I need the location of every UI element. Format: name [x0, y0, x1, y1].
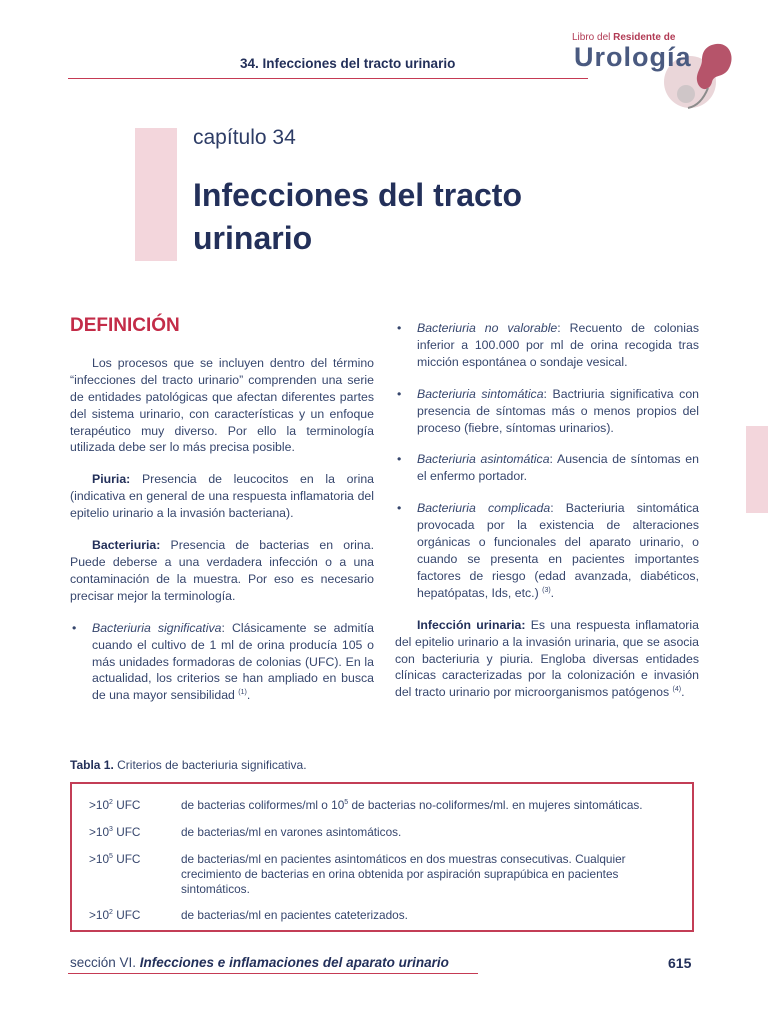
chapter-label: capítulo 34 — [193, 126, 296, 149]
piuria-text: Presencia de leucocitos en la orina (indicativa en general de una respuesta inflamatoria del epitelio urinario a la invasión bacteriana). — [70, 472, 374, 521]
bullet-text: : Bacteriuria sintomática provocada por la existencia de alteraciones orgánicas o funcionales del aparato urinario, o cuando se presenta en pacientes importantes factores de riesgo (edad avanzada, diabéticos, hepatópatas, Ids, etc.) — [417, 501, 699, 600]
footer-rule — [68, 973, 478, 974]
bullet-text: : Clásicamente se admitía cuando el cultivo de 1 ml de orina producía 105 o más unidades formadoras de colonias (UFC). En la actualidad, los criterios se han ampliado en busca de una mayor sensibilidad — [92, 620, 374, 703]
threshold-cell: $>10^2$ UFC — [89, 798, 141, 812]
bullet-no-valorable — [395, 320, 699, 371]
description-cell: de bacterias/ml en pacientes cateterizados. — [181, 908, 408, 922]
logo-title: Urología — [574, 42, 692, 72]
right-column — [395, 320, 699, 701]
bacteriuria-text: Presencia de bacterias en orina. Puede deberse a una verdadera infección o a una contaminación de la muestra. Por eso es necesario precisar mejor la terminología. — [70, 538, 374, 603]
bullet-term: Bacteriuria complicada — [417, 501, 551, 516]
description-cell: de bacterias coliformes/ml o $10^5$ de bacterias no-coliformes/ml. en mujeres sintomáticas. — [181, 798, 643, 812]
infeccion-paragraph: Infección urinaria: Es una respuesta inflamatoria del epitelio urinario a la invasión urinaria, que se asocia con bacteriuria y piuria. Engloba diversas entidades clínicas caracterizadas por la colonización e invasión del tracto urinario por microorganismos patógenos $^{(4)}$. — [395, 617, 699, 700]
bullet-term: Bacteriuria sintomática — [417, 386, 544, 401]
bullet-sintomatica — [395, 386, 699, 437]
chapter-accent-bar — [135, 128, 177, 261]
piuria-paragraph — [70, 471, 374, 522]
infeccion-term: Infección urinaria: — [417, 617, 526, 632]
table-caption-label: Tabla 1. — [70, 758, 114, 772]
section-heading: DEFINICIÓN — [70, 315, 180, 336]
bacteriuria-paragraph — [70, 537, 374, 605]
description-cell: de bacterias/ml en pacientes asintomáticos en dos muestras consecutivas. Cualquier crecimiento de bacterias en orina obtenida por aspiración suprapúbica en pacientes sintomáticos. — [181, 852, 626, 896]
bullet-text: : Recuento de colonias inferior a 100.000 por ml de orina recogida tras micción espontánea o sondaje vesical. — [417, 321, 699, 369]
criteria-table — [70, 782, 694, 932]
bacteriuria-term: Bacteriuria: — [92, 538, 161, 553]
running-title: 34. Infecciones del tracto urinario — [240, 56, 456, 71]
bullet-term: Bacteriuria significativa — [92, 620, 222, 635]
reference-marker: (4) — [672, 686, 682, 694]
table-caption-text: Criterios de bacteriuria significativa. — [113, 758, 307, 772]
footer-section — [70, 955, 449, 970]
bullet-text: : Bactriuria significativa con presencia de síntomas más o menos propios del proceso (fiebre, síntomas urinarios). — [417, 386, 699, 435]
reference-marker: (3) — [542, 586, 551, 594]
chapter-title: Infecciones del tracto urinario — [193, 177, 522, 256]
bullet-asintomatica — [395, 451, 699, 485]
bullet-term: Bacteriuria asintomática — [417, 452, 550, 467]
threshold-cell: $>10^3$ UFC — [89, 825, 141, 839]
logo-subtitle: Libro del — [572, 32, 614, 43]
threshold-cell: $>10^2$ UFC — [89, 908, 141, 922]
threshold-cell: $>10^5$ UFC — [89, 852, 141, 866]
intro-paragraph: Los procesos que se incluyen dentro del término “infecciones del tracto urinario” comprenden una serie de entidades patológicas que afectan diferentes partes del sistema urinario, con características y un enfoque terapéutico muy diverso. Por ello la terminología utilizada debe ser lo más precisa posible. — [70, 355, 374, 455]
reference-marker: (1) — [238, 689, 247, 697]
infeccion-text: Es una respuesta inflamatoria del epitelio urinario a la invasión urinaria, que se asocia con bacteriuria y piuria. Engloba diversas entidades clínicas caracterizadas por la colonización e invasión del tracto urinario por microorganismos patógenos — [395, 617, 699, 700]
bullet-text: : Ausencia de síntomas en el enfermo portador. — [417, 452, 699, 484]
logo-subtitle-bold: Residente de — [613, 32, 676, 43]
bullet-significativa: • Bacteriuria significativa: Clásicamente se admitía cuando el cultivo de 1 ml de orina producía 105 o más unidades formadoras de colonias (UFC). En la actualidad, los criterios se han ampliado en busca de una mayor sensibilidad $^{(1)}$. — [70, 620, 374, 705]
page-number: 615 — [668, 955, 692, 971]
footer-section-title: Infecciones e inflamaciones del aparato urinario — [139, 955, 449, 970]
table-caption — [70, 758, 307, 772]
footer-section-prefix: sección VI. — [70, 955, 140, 970]
header-rule — [68, 78, 588, 79]
piuria-term: Piuria: — [92, 472, 131, 487]
description-cell: de bacterias/ml en varones asintomáticos. — [181, 825, 402, 839]
book-logo — [572, 26, 742, 116]
bullet-complicada: • Bacteriuria complicada: Bacteriuria sintomática provocada por la existencia de alteraciones orgánicas o funcionales del aparato urinario, o cuando se presenta en pacientes importantes factores de riesgo (edad avanzada, diabéticos, hepatópatas, Ids, etc.) $^{(3)}$. — [395, 500, 699, 601]
bullet-term: Bacteriuria no valorable — [417, 321, 558, 335]
side-tab — [746, 426, 768, 513]
left-column — [70, 315, 374, 704]
